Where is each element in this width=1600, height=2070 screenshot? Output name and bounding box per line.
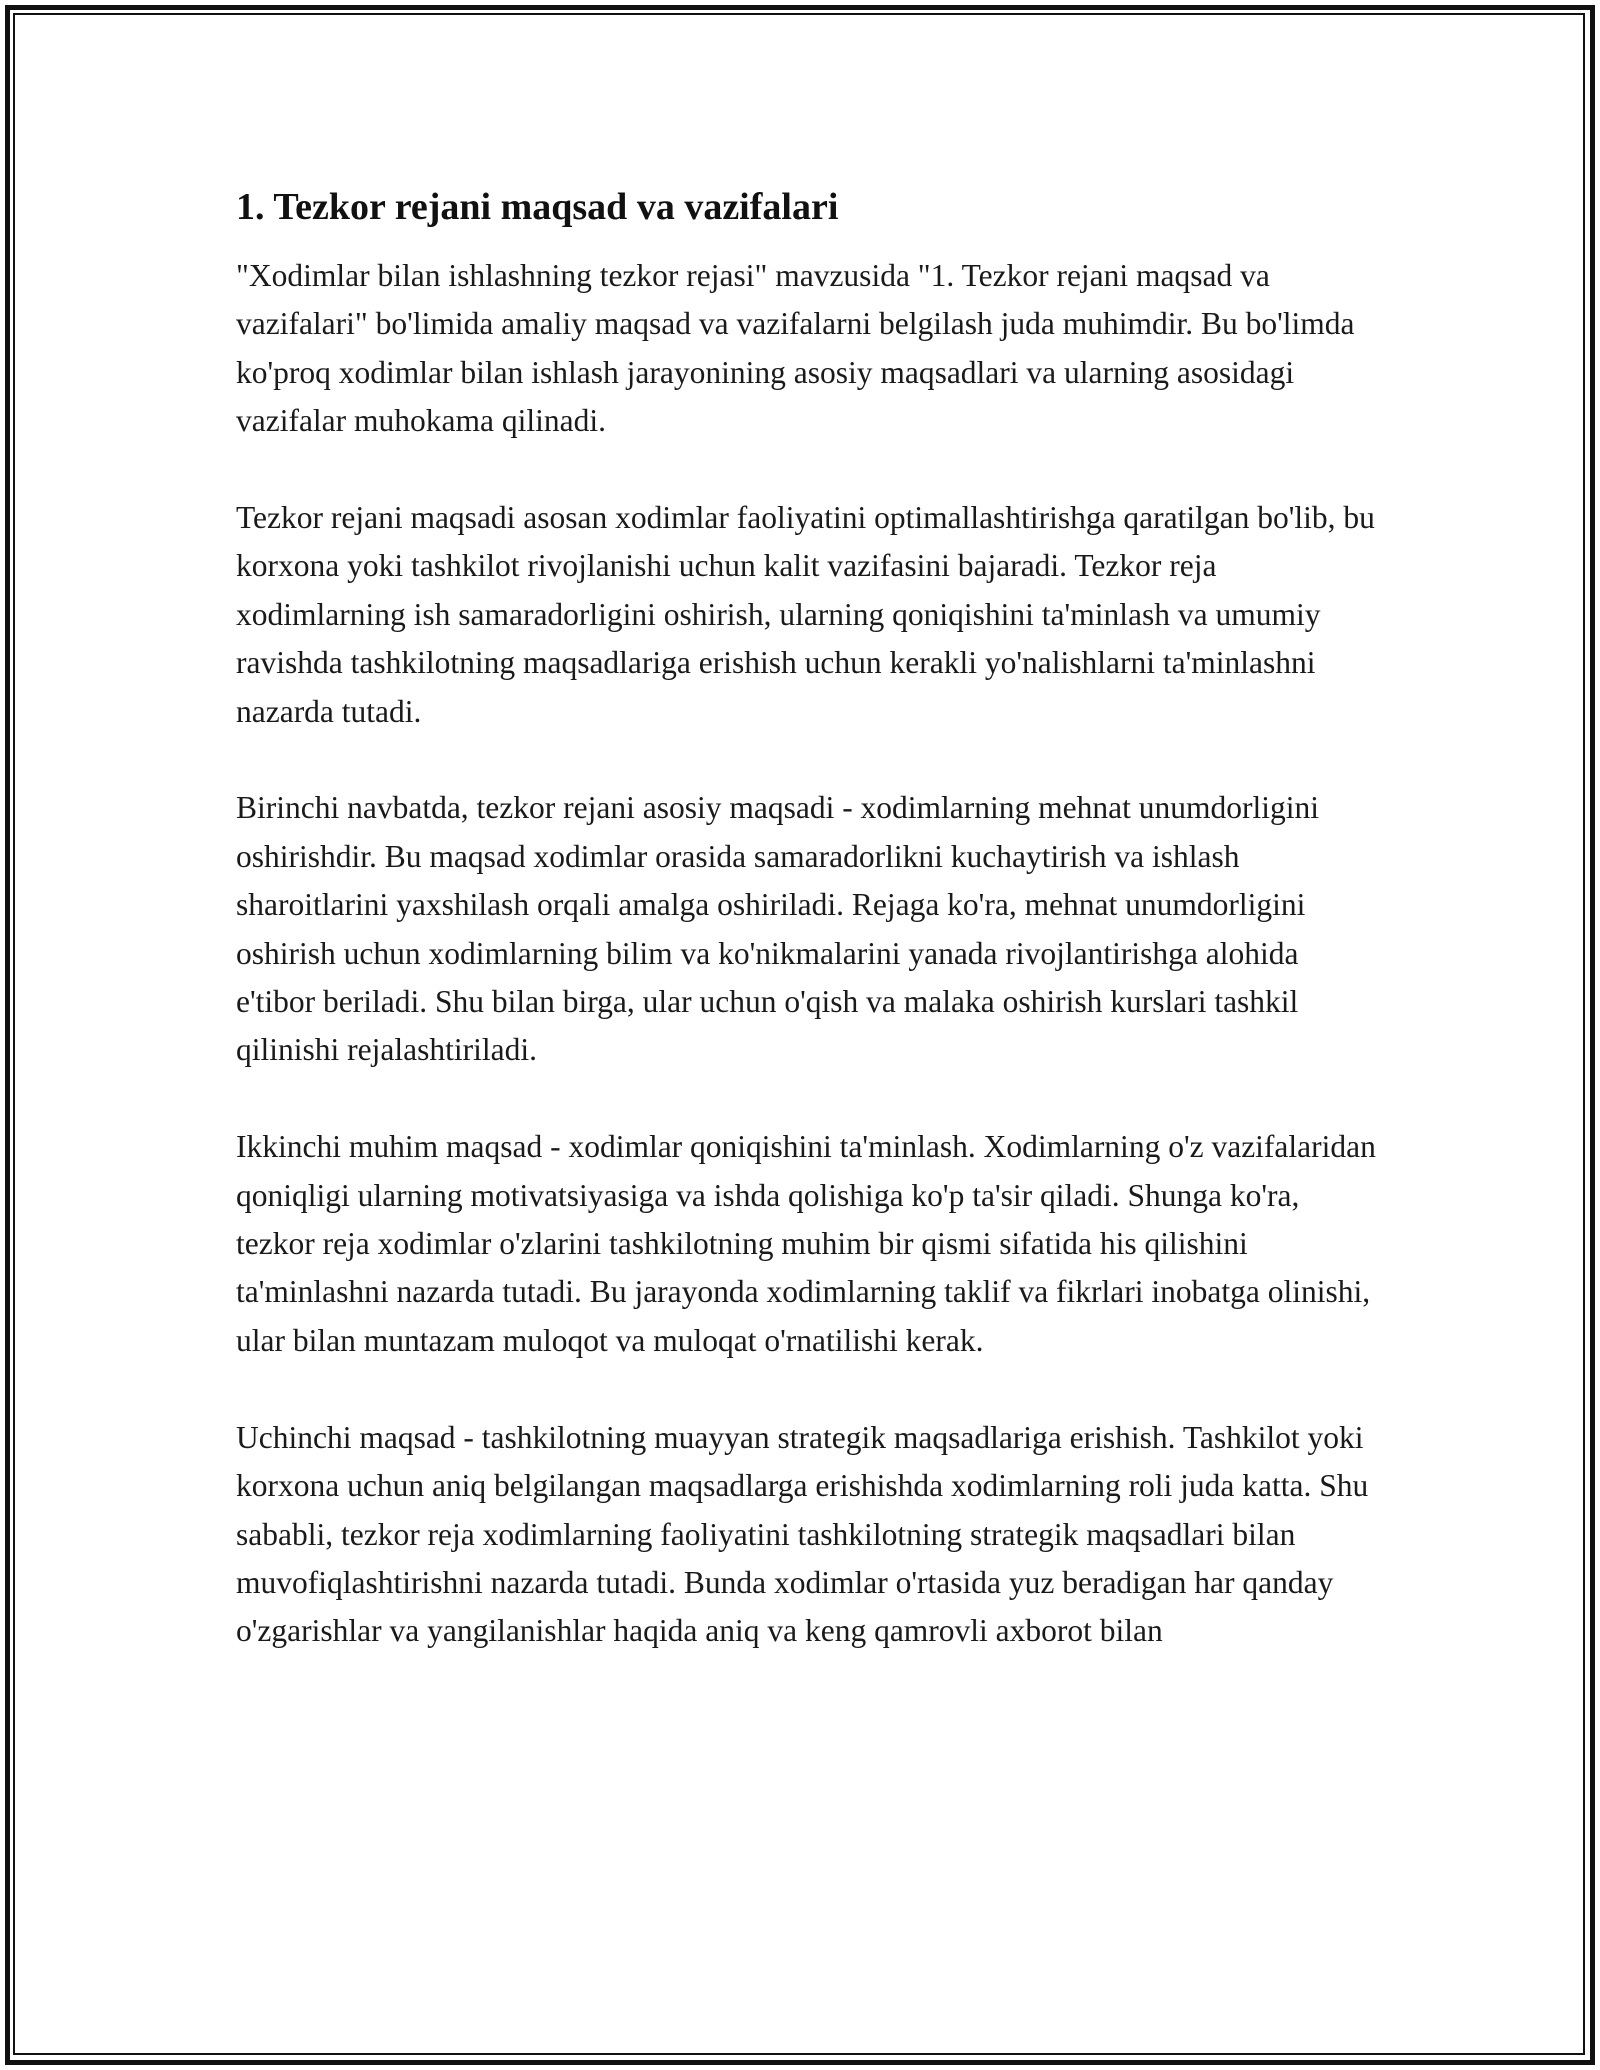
document-body — [236, 184, 1376, 1704]
paragraph-intro: "Xodimlar bilan ishlashning tezkor rejasi" mavzusida "1. Tezkor rejani maqsad va vazifalari" bo'limida amaliy maqsad va vazifalarni belgilash juda muhimdir. Bu bo'limda ko'proq xodimlar bilan ishlash jarayonining asosiy maqsadlari va ularning asosidagi vazifalar muhokama qilinadi. — [236, 258, 1355, 439]
paragraph-purpose: Tezkor rejani maqsadi asosan xodimlar faoliyatini optimallashtirishga qaratilgan bo'lib, bu korxona yoki tashkilot rivojlanishi uchun kalit vazifasini bajaradi. Tezkor reja xodimlarning ish samaradorligini oshirish, ularning qoniqishini ta'minlash va umumiy ravishda tashkilotning maqsadlariga erishish uchun kerakli yo'nalishlarni ta'minlashni nazarda tutadi. — [236, 500, 1375, 729]
paragraph-third-goal: Uchinchi maqsad - tashkilotning muayyan strategik maqsadlariga erishish. Tashkilot yoki korxona uchun aniq belgilangan maqsadlarga erishishda xodimlarning roli juda katta. Shu sababli, tezkor reja xodimlarning faoliyatini tashkilotning strategik maqsadlari bilan muvofiqlashtirishni nazarda tutadi. Bunda xodimlar o'rtasida yuz beradigan har qanday o'zgarishlar va yangilanishlar haqida aniq va keng qamrovli axborot bilan — [236, 1419, 1369, 1649]
paragraph-first-goal: Birinchi navbatda, tezkor rejani asosiy maqsadi - xodimlarning mehnat unumdorligini oshirishdir. Bu maqsad xodimlar orasida samaradorlikni kuchaytirish va ishlash sharoitlarini yaxshilash orqali amalga oshiriladi. Rejaga ko'ra, mehnat unumdorligini oshirish uchun xodimlarning bilim va ko'nikmalarini yanada rivojlantirishga alohida e'tibor beriladi. Shu bilan birga, ular uchun o'qish va malaka oshirish kurslari tashkil qilinishi rejalashtiriladi. — [236, 790, 1319, 1068]
section-heading: 1. Tezkor rejani maqsad va vazifalari — [236, 186, 839, 228]
paragraph-second-goal: Ikkinchi muhim maqsad - xodimlar qoniqishini ta'minlash. Xodimlarning o'z vazifalaridan qoniqligi ularning motivatsiyasiga va ishda qolishiga ko'p ta'sir qiladi. Shunga ko'ra, tezkor reja xodimlar o'zlarini tashkilotning muhim bir qismi sifatida his qilishini ta'minlashni nazarda tutadi. Bu jarayonda xodimlarning taklif va fikrlari inobatga olinishi, ular bilan muntazam muloqot va muloqat o'rnatilishi kerak. — [236, 1129, 1376, 1358]
